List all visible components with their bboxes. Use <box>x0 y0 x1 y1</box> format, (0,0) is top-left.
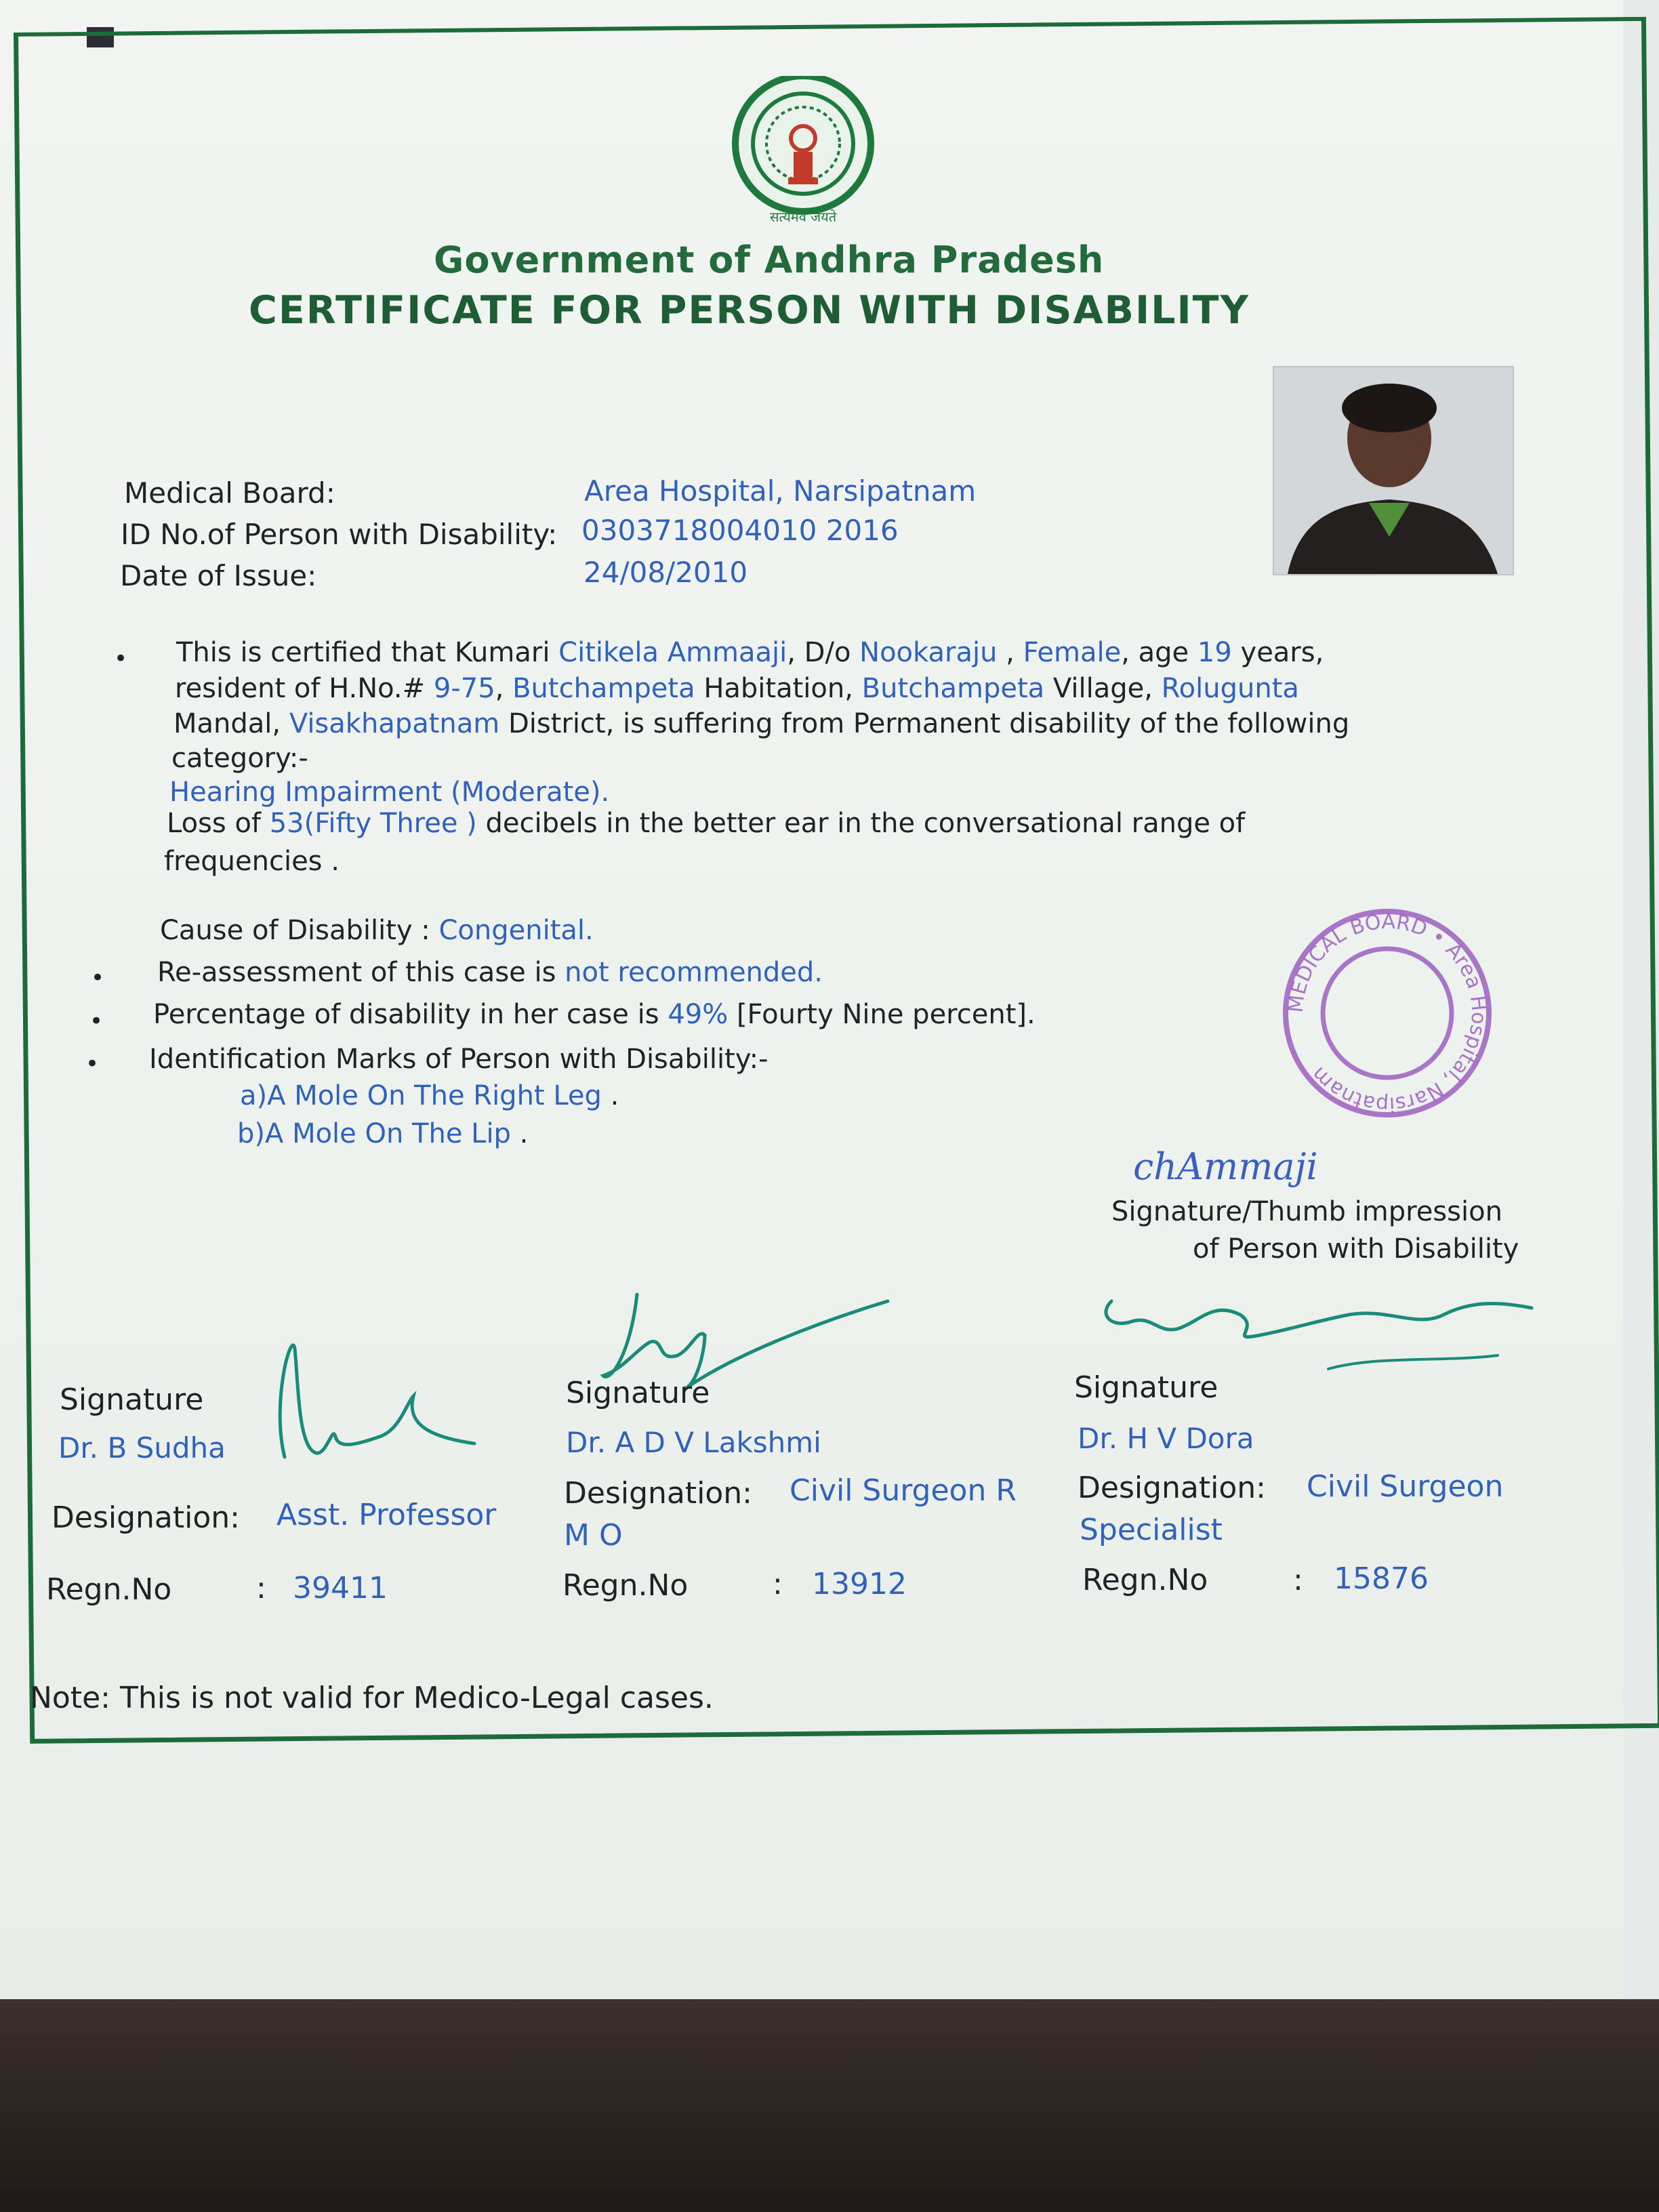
doctor-name-1: Dr. B Sudha <box>58 1431 226 1465</box>
regn-number-2: 13912 <box>812 1567 907 1601</box>
doctor-name-3: Dr. H V Dora <box>1078 1422 1254 1455</box>
date-value: 24/08/2010 <box>583 556 748 589</box>
doctor-name-2: Dr. A D V Lakshmi <box>566 1426 821 1459</box>
mandal: Rolugunta <box>1161 673 1299 704</box>
district: Visakhapatnam <box>289 708 500 739</box>
loss-line-2: frequencies . <box>164 846 340 877</box>
percentage-value: 49% <box>668 999 729 1030</box>
bullet: • <box>114 645 128 672</box>
reassessment-value: not recommended. <box>565 957 823 988</box>
regn-label-3: Regn.No <box>1082 1563 1208 1597</box>
designation-label-2: Designation: <box>564 1476 752 1511</box>
emblem-motto: सत्यमेव जयते <box>769 209 837 225</box>
signature-label-2: Signature <box>566 1376 710 1410</box>
medical-board-seal-icon <box>1274 905 1501 1122</box>
person-name: Citikela Ammaaji <box>558 637 787 668</box>
loss-line: Loss of 53(Fifty Three ) decibels in the better ear in the conversational range of <box>167 808 1246 839</box>
age: 19 <box>1197 637 1232 668</box>
reassessment-line: Re-assessment of this case is not recommended. <box>157 957 823 988</box>
gender: Female <box>1023 637 1122 668</box>
state-emblem-icon <box>729 76 878 228</box>
certify-line-3: Mandal, Visakhapatnam District, is suffering from Permanent disability of the following <box>173 708 1350 739</box>
village: Butchampeta <box>861 673 1045 704</box>
certify-line-1: This is certified that Kumari Citikela Ammaaji, D/o Nookaraju , Female, age 19 years, <box>176 637 1324 668</box>
signature-scribble-1 <box>271 1322 488 1477</box>
signature-label-3: Signature <box>1074 1370 1218 1405</box>
medical-board-label: Medical Board: <box>124 476 335 510</box>
id-label: ID No.of Person with Disability: <box>121 518 558 551</box>
designation-label-1: Designation: <box>52 1500 240 1535</box>
regn-number-1: 39411 <box>293 1571 388 1605</box>
date-label: Date of Issue: <box>120 559 317 592</box>
bullet: • <box>85 1050 100 1078</box>
designation-3: Civil Surgeon <box>1307 1469 1504 1504</box>
habitation: Butchampeta <box>512 673 695 704</box>
seal-text: MEDICAL BOARD • Area Hospital, Narsipatnam <box>1284 909 1491 1117</box>
percentage-line: Percentage of disability in her case is 49% [Fourty Nine percent]. <box>153 999 1036 1030</box>
designation-1: Asst. Professor <box>276 1498 497 1532</box>
person-signature-label: Signature/Thumb impression <box>1111 1196 1502 1227</box>
regn-number-3: 15876 <box>1334 1561 1429 1596</box>
cause-value: Congenital. <box>438 915 594 946</box>
father-name: Nookaraju <box>859 637 998 668</box>
government-heading: Government of Andhra Pradesh <box>434 239 1105 281</box>
regn-label-1: Regn.No <box>46 1572 172 1607</box>
id-value: 0303718004010 2016 <box>581 514 899 547</box>
cause-line: Cause of Disability : Congenital. <box>160 915 594 946</box>
person-signature-label-2: of Person with Disability <box>1193 1233 1519 1265</box>
regn-colon-1: : <box>256 1571 266 1605</box>
designation-2: Civil Surgeon R <box>790 1473 1017 1508</box>
regn-colon-2: : <box>773 1567 783 1601</box>
loss-value: 53(Fifty Three ) <box>269 808 477 839</box>
bullet: • <box>91 964 105 991</box>
regn-label-2: Regn.No <box>562 1568 689 1603</box>
designation-3-line-2: Specialist <box>1080 1513 1223 1547</box>
certify-line-2: resident of H.No.# 9-75, Butchampeta Habitation, Butchampeta Village, Rolugunta <box>175 673 1299 704</box>
person-signature: chAmmaji <box>1133 1145 1318 1188</box>
designation-label-3: Designation: <box>1078 1471 1266 1505</box>
background-surface <box>0 1999 1659 2212</box>
person-photo <box>1273 366 1514 575</box>
identification-mark-b: b)A Mole On The Lip . <box>237 1118 529 1149</box>
regn-colon-3: : <box>1293 1563 1303 1597</box>
medical-board-value: Area Hospital, Narsipatnam <box>584 474 977 508</box>
validity-note: Note: This is not valid for Medico-Legal cases. <box>30 1681 714 1715</box>
identification-mark-a: a)A Mole On The Right Leg . <box>240 1080 619 1111</box>
percentage-words: [Fourty Nine percent]. <box>736 999 1036 1030</box>
disability-category: Hearing Impairment (Moderate). <box>169 777 610 808</box>
signature-label-1: Signature <box>60 1382 204 1417</box>
identification-label: Identification Marks of Person with Disability:- <box>149 1044 769 1075</box>
category-label: category:- <box>171 743 308 774</box>
house-number: 9-75 <box>433 673 495 704</box>
designation-2-line-2: M O <box>564 1518 623 1553</box>
certificate-title: CERTIFICATE FOR PERSON WITH DISABILITY <box>249 288 1250 333</box>
bullet: • <box>89 1008 104 1035</box>
